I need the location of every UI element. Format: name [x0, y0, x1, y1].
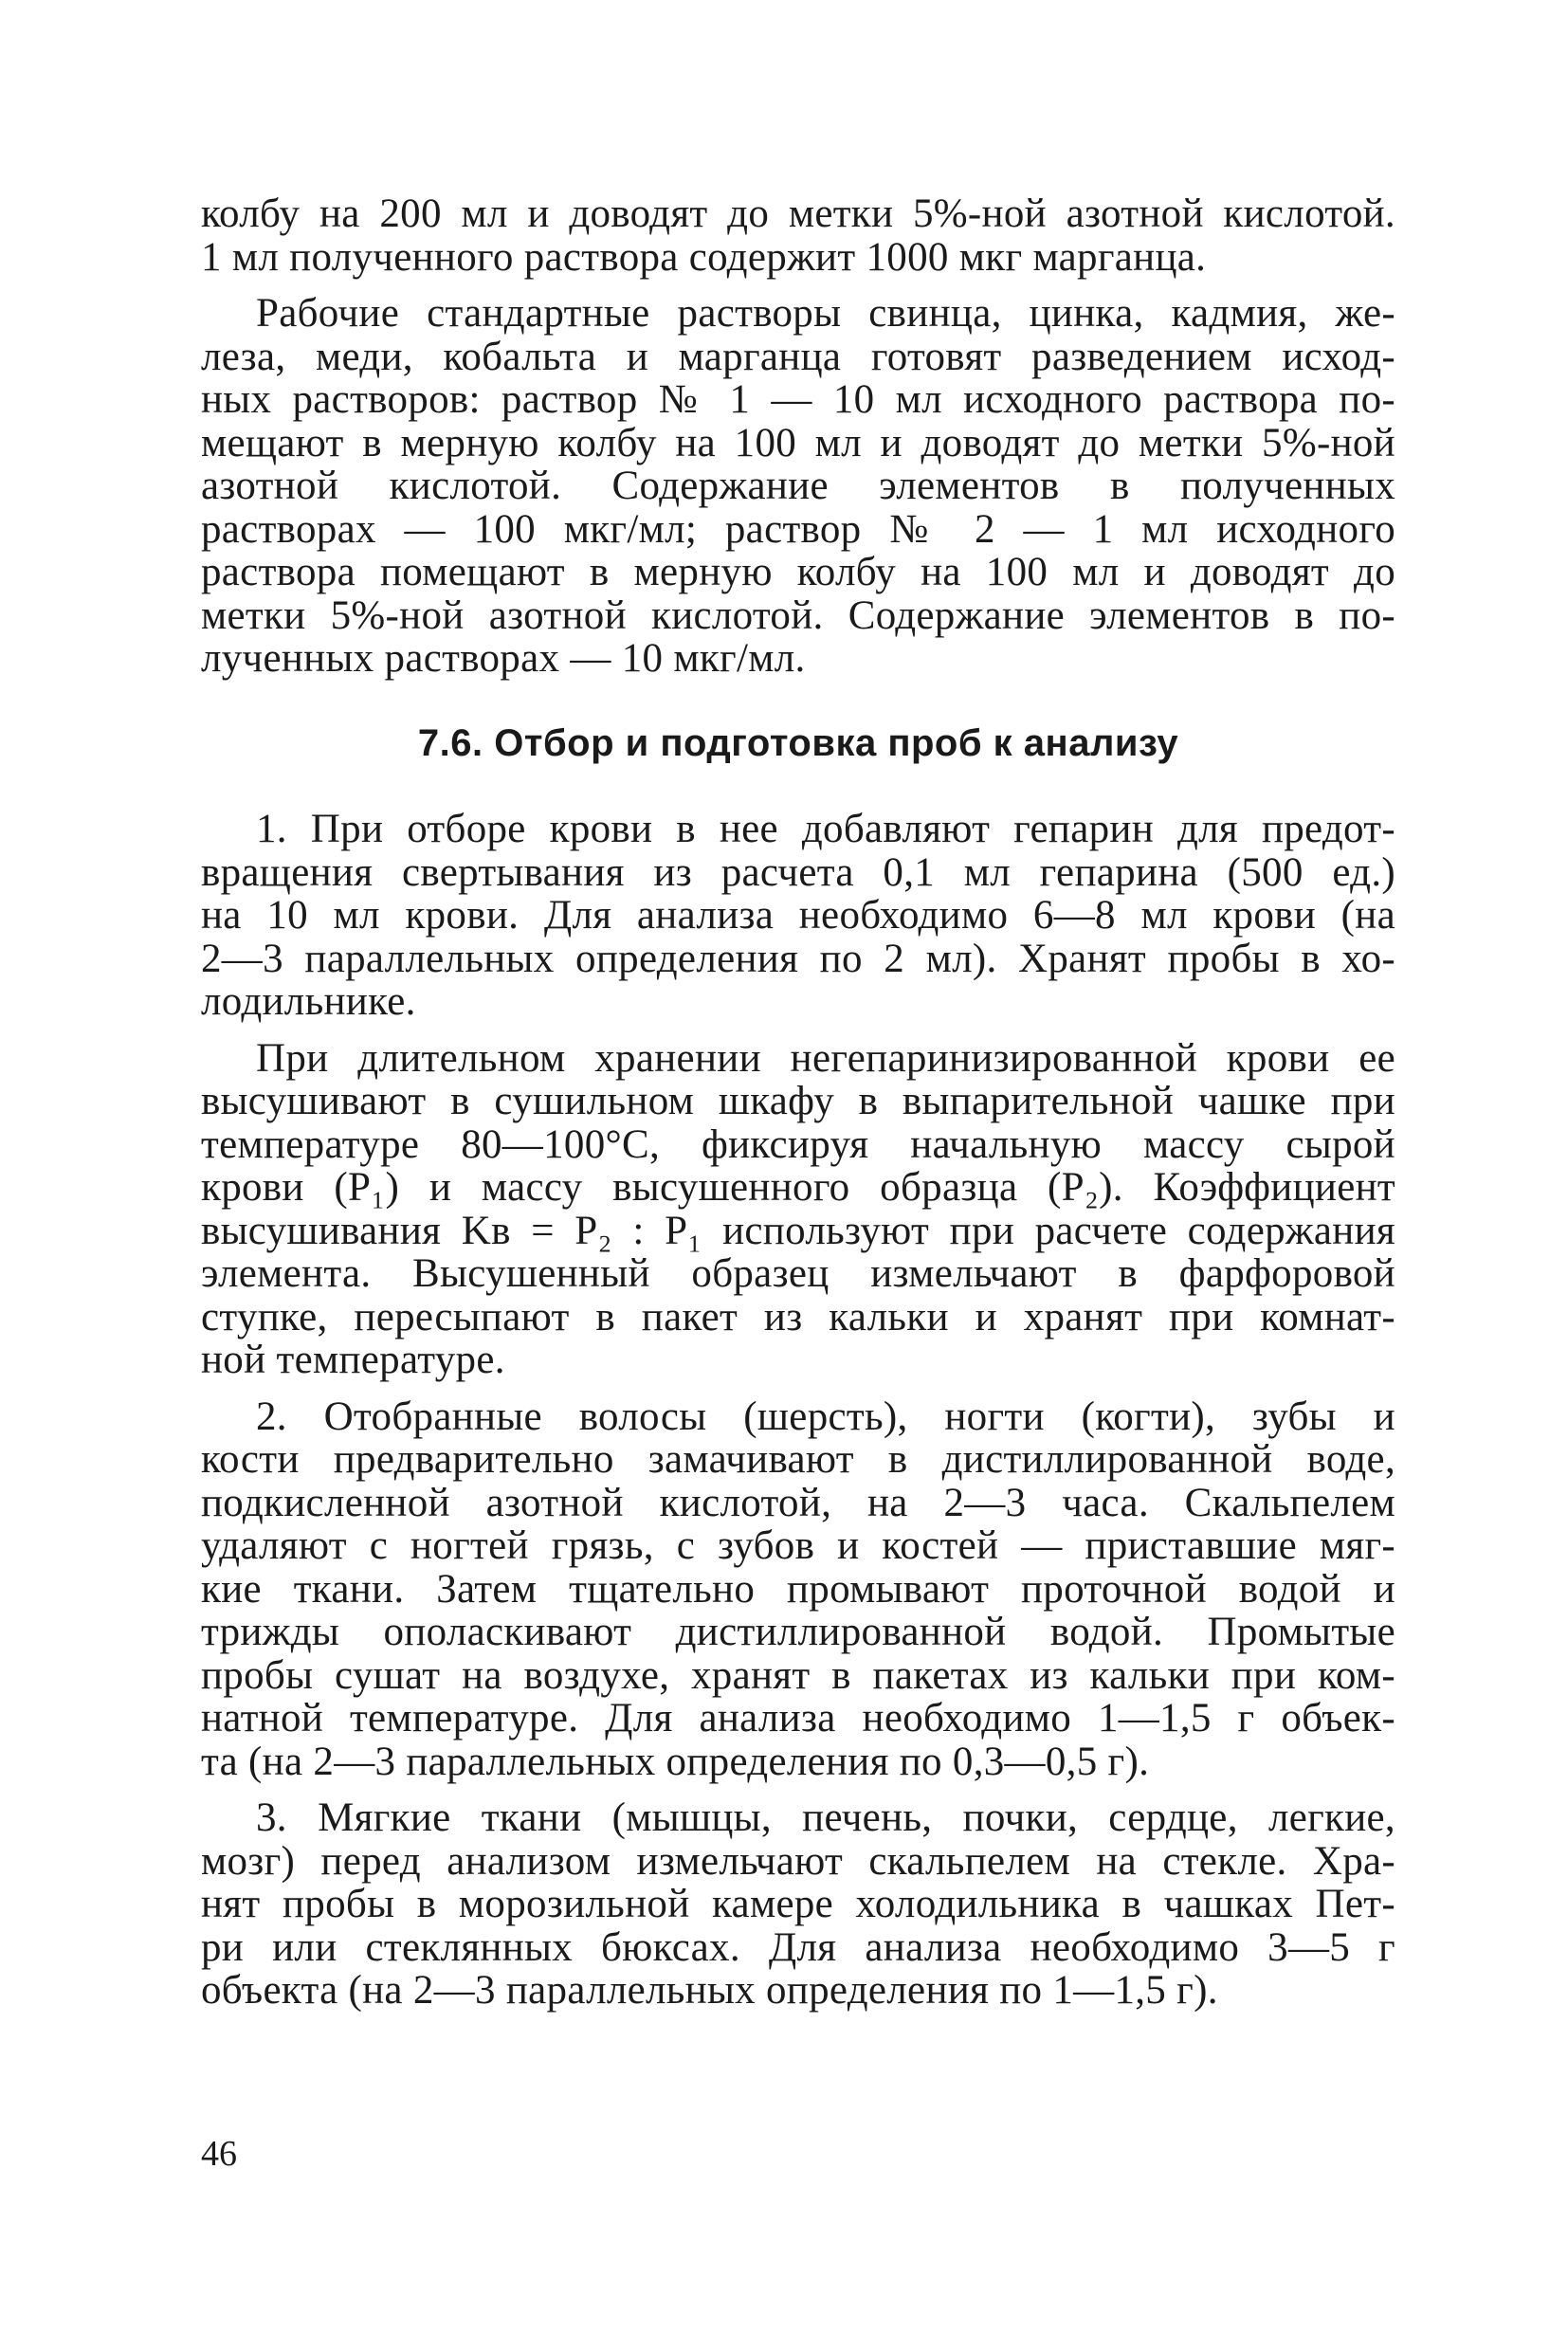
text-line: леза, меди, кобальта и марганца готовят разведением исход-: [201, 334, 1395, 379]
text-line: пробы сушат на воздухе, хранят в пакетах из кальки при ком-: [201, 1652, 1395, 1698]
text-line: нят пробы в морозильной камере холодильника в чашках Пет-: [201, 1882, 1395, 1926]
text-line: натной температуре. Для анализа необходимо 1—1,5 г объек-: [201, 1696, 1395, 1740]
text-line: высушивают в сушильном шкафу в выпарительной чашке при: [201, 1079, 1395, 1123]
text-line: элемента. Высушенный образец измельчают в фарфоровой: [201, 1251, 1395, 1296]
text-line: 3. Мягкие ткани (мышцы, печень, почки, сердце, легкие,: [256, 1795, 1395, 1840]
text-line: ной температуре.: [201, 1338, 505, 1382]
text-line: лодильнике.: [201, 979, 416, 1024]
text-line: 1 мл полученного раствора содержит 1000 мкг марганца.: [201, 234, 1207, 280]
text-line: азотной кислотой. Содержание элементов в полученных: [201, 464, 1395, 508]
text-line: метки 5%-ной азотной кислотой. Содержание элементов в по-: [201, 592, 1395, 638]
text-line: температуре 80—100°С, фиксируя начальную массу сырой: [201, 1121, 1395, 1167]
text-line: ри или стеклянных бюксах. Для анализа необходимо 3—5 г: [201, 1924, 1395, 1970]
paragraph-item-1: [201, 808, 1395, 1024]
text-line: При длительном хранении негепаринизированной крови ее: [256, 1035, 1395, 1081]
text-line: объекта (на 2—3 параллельных определения по 1—1,5 г).: [201, 1968, 1218, 2013]
text-line: удаляют с ногтей грязь, с зубов и костей — приставшие мяг-: [201, 1523, 1395, 1568]
text-line: крови (P₁) и массу высушенного образца (P₂). Коэффициент: [201, 1165, 1395, 1210]
bottom-text-block: [201, 808, 1395, 2013]
text-line: колбу на 200 мл и доводят до метки 5%-ной азотной кислотой.: [201, 191, 1395, 236]
text-line: кости предварительно замачивают в дистиллированной воде,: [201, 1437, 1395, 1482]
text-line: подкисленной азотной кислотой, на 2—3 часа. Скальпелем: [201, 1480, 1395, 1525]
text-line: ных растворов: раствор № 1 — 10 мл исходного раствора по-: [201, 377, 1395, 422]
text-line: лученных растворах — 10 мкг/мл.: [201, 636, 806, 681]
paragraph-drying: [201, 1037, 1395, 1382]
text-line: Рабочие стандартные растворы свинца, цинка, кадмия, же-: [256, 291, 1395, 336]
text-line: мещают в мерную колбу на 100 мл и доводят до метки 5%-ной: [201, 420, 1395, 465]
text-line: 2. Отобранные волосы (шерсть), ногти (когти), зубы и: [256, 1394, 1395, 1439]
text-line: 2—3 параллельных определения по 2 мл). Хранят пробы в хо-: [201, 936, 1395, 981]
text-line: та (на 2—3 параллельных определения по 0,3—0,5 г).: [201, 1739, 1150, 1784]
text-line: 1. При отборе крови в нее добавляют гепарин для предот-: [256, 807, 1395, 851]
paragraph-item-2: [201, 1395, 1395, 1784]
top-text-block: [201, 192, 1395, 681]
text-line: мозг) перед анализом измельчают скальпелем на стекле. Хра-: [201, 1838, 1395, 1884]
text-line: растворах — 100 мкг/мл; раствор № 2 — 1 мл исходного: [201, 506, 1395, 552]
text-line: высушивания Kв = P₂ : P₁ используют при расчете содержания: [201, 1208, 1395, 1253]
text-line: на 10 мл крови. Для анализа необходимо 6—8 мл крови (на: [201, 893, 1395, 938]
section-heading: 7.6. Отбор и подготовка проб к анализу: [417, 722, 1179, 764]
text-line: вращения свертывания из расчета 0,1 мл гепарина (500 ед.): [201, 849, 1395, 895]
text-line: трижды ополаскивают дистиллированной водой. Промытые: [201, 1610, 1395, 1654]
text-line: раствора помещают в мерную колбу на 100 мл и доводят до: [201, 550, 1395, 594]
paragraph-working-solutions: [201, 292, 1395, 681]
text-line: ступке, пересыпают в пакет из кальки и хранят при комнат-: [201, 1294, 1395, 1340]
paragraph-continuation: [201, 192, 1395, 279]
text-line: кие ткани. Затем тщательно промывают проточной водой и: [201, 1566, 1395, 1612]
paragraph-item-3: [201, 1796, 1395, 2013]
page-number: 46: [201, 2134, 237, 2174]
